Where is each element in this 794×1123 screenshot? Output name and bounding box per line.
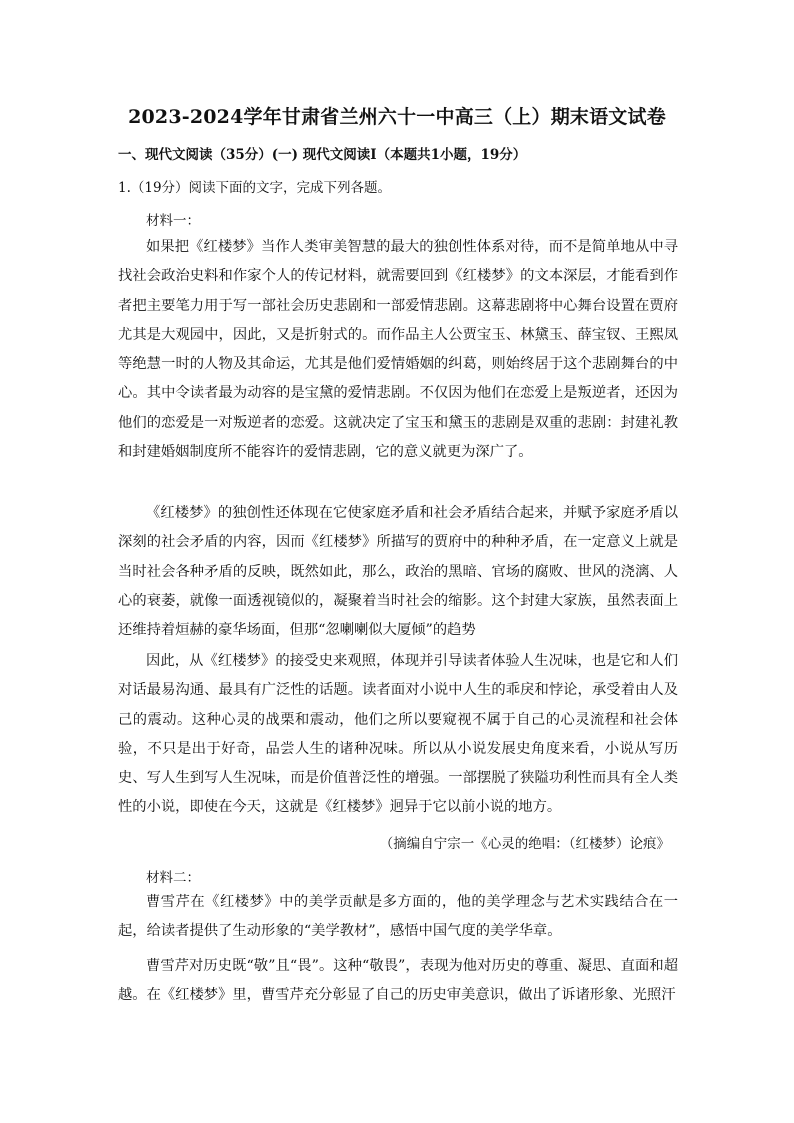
material-one-paragraph-3: 因此，从《红楼梦》的接受史来观照，体现并引导读者体验人生况味，也是它和人们对话最易沟通、最具有广泛性的话题。读者面对小说中人生的乖戾和悖论，承受着由人及己的震动。这种心灵的战栗和震动，他们之所以要窥视不属于自己的心灵流程和社会体验，不只是出于好奇，品尝人生的诸种况味。所以从小说发展史角度来看，小说从写历史、写人生到写人生况味，而是价值普泛性的增强。一部摆脱了狭隘功利性而具有全人类性的小说，即使在今天，这就是《红楼梦》迥异于它以前小说的地方。 bbox=[118, 653, 678, 816]
material-one-label: 材料一： bbox=[146, 213, 200, 229]
material-two-paragraph-1: 曹雪芹在《红楼梦》中的美学贡献是多方面的，他的美学理念与艺术实践结合在一起，给读者提供了生动形象的“美学教材”，感悟中国气度的美学华章。 bbox=[118, 894, 678, 940]
exam-title: 2023-2024学年甘肃省兰州六十一中高三（上）期末语文试卷 bbox=[128, 106, 666, 128]
material-two-label: 材料二： bbox=[146, 870, 200, 886]
section-heading: 一、现代文阅读（35分）(一) 现代文阅读Ⅰ（本题共1小题，19分） bbox=[118, 147, 527, 163]
material-one-paragraph-2: 《红楼梦》的独创性还体现在它使家庭矛盾和社会矛盾结合起来，并赋予家庭矛盾以深刻的社会矛盾的内容，因而《红楼梦》所描写的贾府中的种种矛盾，在一定意义上就是当时社会各种矛盾的反映，既然如此，那么，政治的黑暗、官场的腐败、世风的浇漓、人心的衰萎，就像一面透视镜似的，凝聚着当时社会的缩影。这个封建大家族，虽然表面上还维持着烜赫的豪华场面，但那“忽喇喇似大厦倾”的趋势 bbox=[118, 505, 678, 639]
material-one-paragraph-1: 如果把《红楼梦》当作人类审美智慧的最大的独创性体系对待，而不是简单地从中寻找社会政治史料和作家个人的传记材料，就需要回到《红楼梦》的文本深层，才能看到作者把主要笔力用于写一部社会历史悲剧和一部爱情悲剧。这幕悲剧将中心舞台设置在贾府尤其是大观园中，因此，又是折射式的。而作品主人公贾宝玉、林黛玉、薛宝钗、王熙凤等绝慧一时的人物及其命运，尤其是他们爱情婚姻的纠葛，则始终居于这个悲剧舞台的中心。其中令读者最为动容的是宝黛的爱情悲剧。不仅因为他们在恋爱上是叛逆者，还因为他们的恋爱是一对叛逆者的恋爱。这就决定了宝玉和黛玉的悲剧是双重的悲剧：封建礼教和封建婚姻制度所不能容许的爱情悲剧，它的意义就更为深广了。 bbox=[118, 239, 678, 461]
material-two-paragraph-2: 曹雪芹对历史既“敬”且“畏”。这种“敬畏”，表现为他对历史的尊重、凝思、直面和超越。在《红楼梦》里，曹雪芹充分彰显了自己的历史审美意识，做出了诉诸形象、光照汗 bbox=[118, 958, 678, 1004]
question-intro: 1.（19分）阅读下面的文字，完成下列各题。 bbox=[118, 180, 392, 196]
material-one-source: （摘编自宁宗一《心灵的绝唱：（红楼梦）论痕》 bbox=[379, 836, 670, 852]
